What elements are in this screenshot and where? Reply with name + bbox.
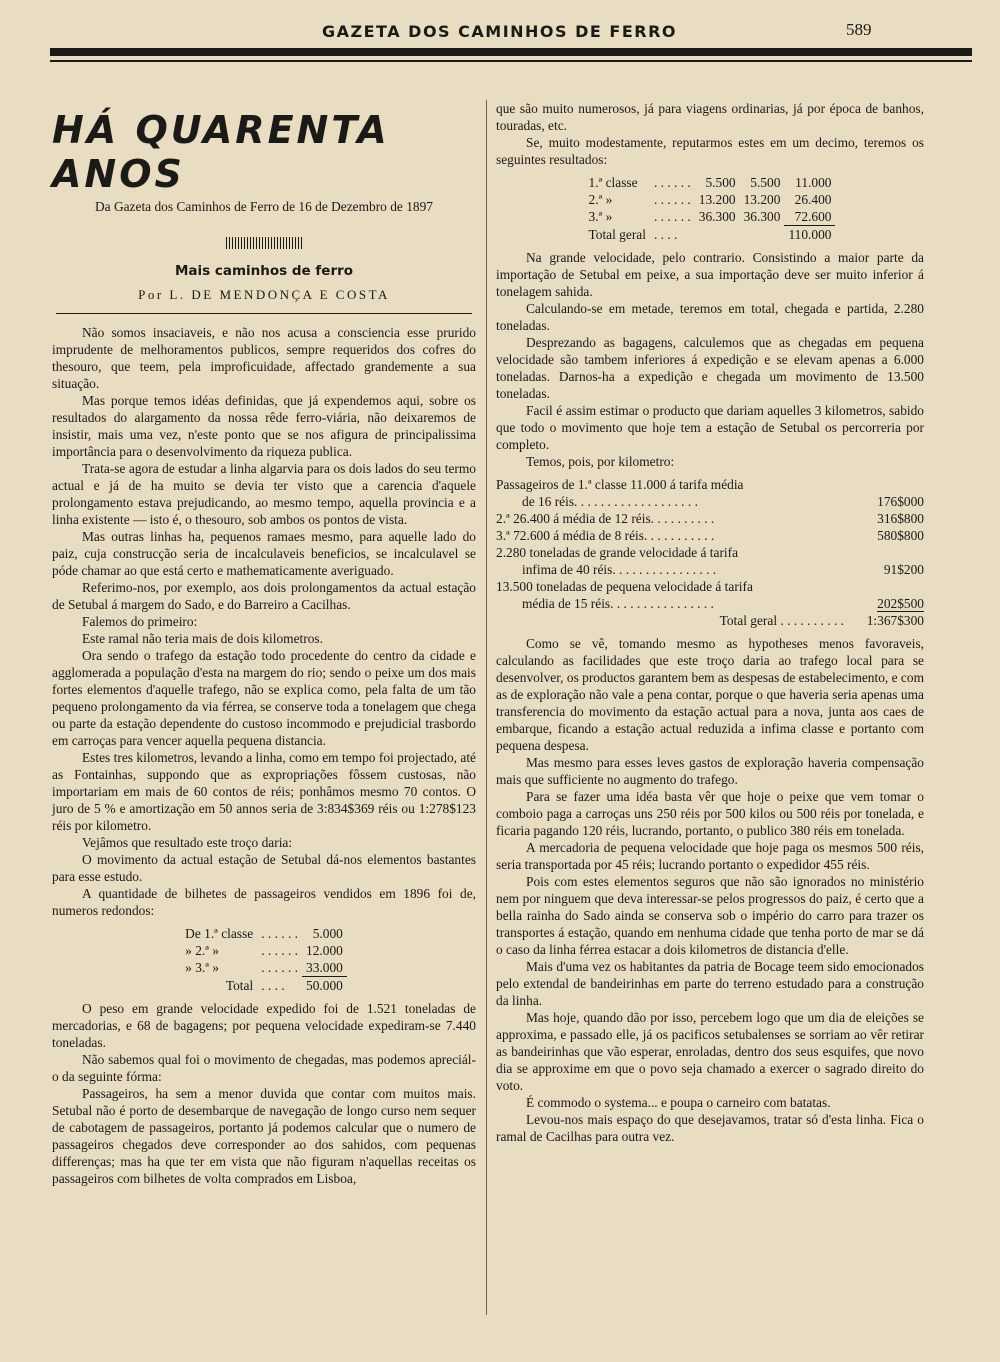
tickets-table bbox=[181, 925, 347, 994]
paragraph: Não sabemos qual foi o movimento de chegadas, mas podemos apreciál-o da seguinte fórma: bbox=[52, 1052, 476, 1084]
row-amount: 316$800 bbox=[877, 511, 924, 526]
paragraph: Ora sendo o trafego da estação todo procedente do centro da cidade e agglomerada a população d'esta na margem do rio; sendo o peixe um dos mais fortes elementos d'aquelle trafego, não se explica como, pela falta de um tão pequeno prolongamento da via férrea, se conserve toda a tonelagem que chega ou parte da estação dependente do custoso incommodo e prejudicial trasbordo em carroças para vencer aquella pequena distancia. bbox=[52, 648, 476, 748]
row-label: 3.ª » bbox=[588, 209, 613, 225]
tariff-table bbox=[496, 476, 924, 629]
row-amount: 1:367$300 bbox=[866, 613, 924, 628]
table-row bbox=[585, 191, 836, 208]
row-line: média de 15 réis. . . . . . . . . . . . . . . . bbox=[522, 596, 714, 611]
paragraph: Facil é assim estimar o producto que dariam aquelles 3 kilometros, sabido que todo o movimento que hoje tem a estação de Setubal os percorreria por completo. bbox=[496, 403, 924, 452]
paragraph: O movimento da actual estação de Setubal dá-nos elementos bastantes para esse estudo. bbox=[52, 852, 476, 884]
row-dots: . . . . . . bbox=[653, 175, 691, 190]
row-value: 12.000 bbox=[306, 943, 343, 958]
row-value-c: 72.600 bbox=[784, 208, 835, 226]
row-dots: . . . . . . bbox=[261, 943, 299, 958]
table-row bbox=[181, 925, 347, 942]
row-amount bbox=[854, 578, 924, 612]
table-row bbox=[496, 527, 924, 544]
table-row bbox=[496, 510, 924, 527]
header-rule-thin bbox=[50, 60, 972, 62]
table-total-row bbox=[585, 226, 836, 244]
paragraph: Mais d'uma vez os habitantes da patria de Bocage teem sido emocionados pelo extendal de bandeirinhas em parte do terreno estudado para a construção da linha. bbox=[496, 959, 924, 1008]
row-value-c: 110.000 bbox=[788, 227, 832, 242]
row-value-a bbox=[695, 226, 740, 244]
paragraph: Falemos do primeiro: bbox=[82, 614, 198, 629]
row-line: Passageiros de 1.ª classe 11.000 á tarifa média bbox=[496, 477, 744, 492]
row-value-b: 13.200 bbox=[743, 192, 781, 207]
left-body-2 bbox=[52, 1000, 476, 1187]
paragraph: Calculando-se em metade, teremos em total, chegada e partida, 2.280 toneladas. bbox=[496, 301, 924, 333]
table-row bbox=[496, 544, 924, 578]
row-value-c: 11.000 bbox=[795, 175, 832, 190]
section-title: HÁ QUARENTA ANOS bbox=[52, 108, 390, 196]
paragraph: A quantidade de bilhetes de passageiros vendidos em 1896 foi de, numeros redondos: bbox=[52, 886, 476, 918]
paragraph: Se, muito modestamente, reputarmos estes em um decimo, teremos os seguintes resultados: bbox=[496, 135, 924, 167]
paragraph: Passageiros, ha sem a menor duvida que contar com muitos mais. Setubal não é porto de desembarque de navegação de longo curso nem sequer de cabotagem de passageiros, portanto já podemos calcular que o numero de passageiros chegados deve corresponder ao dos sahidos, com pequenas differenças; mas ha que ter em vista que não figuram n'aquellas receitas os passageiros com bilhetes de volta comprados em Lisboa, bbox=[52, 1086, 476, 1186]
row-line: de 16 réis. . . . . . . . . . . . . . . . . . . bbox=[522, 494, 698, 509]
row-dots: . . . . . . bbox=[261, 926, 299, 941]
left-body-1 bbox=[52, 324, 476, 919]
row-label: » 2.ª » bbox=[185, 943, 219, 958]
row-value-a: 13.200 bbox=[698, 192, 736, 207]
page-number: 589 bbox=[846, 20, 872, 39]
right-body-1 bbox=[496, 249, 924, 470]
paragraph: Temos, pois, por kilometro: bbox=[526, 454, 675, 469]
paragraph: Mas porque temos idéas definidas, que já expendemos aqui, sobre os resultados do alargamento da nossa rêde ferro-viária, não deixaremos de insistir, mais uma vez, n'este ponto que se nos afigura de principalissima importância para o desenvolvimento da riqueza publica. bbox=[52, 393, 476, 459]
row-dots: . . . . . . bbox=[653, 192, 691, 207]
table-row bbox=[181, 942, 347, 959]
paragraph: Estes tres kilometros, levando a linha, como em tempo foi projectado, até as Fontainhas, suppondo que as expropriações fôssem custosas, não importariam em mais de 60 contos de réis; ponhâmos mesmo 70 contos. O juro de 5 % e amortização em 50 annos seria de 3:834$369 réis ou 1:278$123 réis por kilometro. bbox=[52, 750, 476, 833]
paragraph: Pois com estes elementos seguros que não são ignorados no ministério nem por ninguem que deva interessar-se pelos progressos do paiz, é certo que a bella rainha do Sado ainda se conserva sob o império do carro para trazer os transportes á estação, quando em nenhuma cidade que tenha porto de mar se dá o caso da linha férrea estacar a dois kilometros de distancia d'elle. bbox=[496, 874, 924, 957]
row-label bbox=[496, 476, 854, 510]
header-rule-thick bbox=[50, 48, 972, 56]
ornament-divider bbox=[226, 237, 302, 249]
row-line: 13.500 toneladas de pequena velocidade á tarifa bbox=[496, 579, 753, 594]
left-column bbox=[52, 100, 476, 1187]
paragraph: Para se fazer uma idéa basta vêr que hoje o peixe que vem tomar o comboio paga a carroças uns 250 réis por 500 kilos ou 500 réis por tonelada, e ficaria pagando 120 réis, lucrando, portanto, o publico 380 réis em tonelada. bbox=[496, 789, 924, 838]
table-row bbox=[585, 174, 836, 191]
row-dots: . . . . bbox=[261, 977, 285, 993]
paragraph: que são muito numerosos, já para viagens ordinarias, já por época de banhos, touradas, etc. bbox=[496, 101, 924, 133]
source-line: Da Gazeta dos Caminhos de Ferro de 16 de Dezembro de 1897 bbox=[94, 199, 433, 214]
row-amount-value: 202$500 bbox=[877, 596, 924, 611]
running-title: GAZETA DOS CAMINHOS DE FERRO bbox=[322, 22, 678, 41]
row-dots: . . . . . . bbox=[261, 960, 299, 976]
row-label bbox=[496, 544, 854, 578]
row-value-c: 26.400 bbox=[794, 192, 832, 207]
table-row bbox=[496, 476, 924, 510]
paragraph: Levou-nos mais espaço do que desejavamos, tratar só d'esta linha. Fica o ramal de Cacilhas para outra vez. bbox=[496, 1112, 924, 1144]
row-line: 3.ª 72.600 á média de 8 réis. . . . . . . . . . . bbox=[496, 528, 715, 543]
paragraph: É commodo o systema... e poupa o carneiro com batatas. bbox=[526, 1095, 831, 1110]
row-value: 5.000 bbox=[312, 926, 343, 941]
byline: Por L. DE MENDONÇA E COSTA bbox=[138, 287, 390, 302]
row-value: 33.000 bbox=[302, 959, 347, 977]
row-label: » 3.ª » bbox=[185, 960, 219, 976]
row-dots: . . . . . . bbox=[653, 209, 691, 225]
row-label bbox=[496, 527, 854, 544]
table-row bbox=[585, 208, 836, 226]
row-dots: . . . . bbox=[653, 226, 678, 242]
paragraph: Mas mesmo para esses leves gastos de exploração haveria compensação mais que sufficiente no augmento do trafego. bbox=[496, 755, 924, 787]
paragraph: Na grande velocidade, pelo contrario. Consistindo a maior parte da importação de Setubal em peixe, a sua importação deve ser muito inferior á tonelagem sahida. bbox=[496, 250, 924, 299]
row-label: 2.ª » bbox=[588, 192, 613, 207]
row-value-b: 5.500 bbox=[750, 175, 781, 190]
row-value-a: 36.300 bbox=[698, 209, 736, 225]
paragraph: Este ramal não teria mais de dois kilometros. bbox=[82, 631, 323, 646]
article-title: Mais caminhos de ferro bbox=[174, 263, 354, 279]
paragraph: Mas outras linhas ha, pequenos ramaes mesmo, para aquelle lado do paiz, cuja construcção seria de incalculaveis beneficios, se incalculavel se póde chamar ao que está certo e mathematicamente averiguado. bbox=[52, 529, 476, 578]
row-label bbox=[496, 578, 854, 612]
paragraph: Mas hoje, quando dão por isso, percebem logo que um dia de eleições se approxima, e passado elle, já os pacificos setubalenses se sorriam ao vêr retirar as bandeirinhas que vão esperar, enroladas, dentro dos seus esquifes, que novo dia se approxime em que o povo seja chamado a exercer o sagrado direito do voto. bbox=[496, 1010, 924, 1093]
row-line: 2.ª 26.400 á média de 12 réis. . . . . . . . . . bbox=[496, 511, 715, 526]
paragraph: Trata-se agora de estudar a linha algarvia para os dois lados do seu termo actual e já de ha muito se devia ter visto que a carencia d'aquele prolongamento estava prejudicando, ao mesmo tempo, aquella provincia e a linha existente — isto é, o thesouro, sob ambos os pontos de vista. bbox=[52, 461, 476, 527]
row-amount: 91$200 bbox=[883, 562, 924, 577]
row-label bbox=[496, 510, 854, 527]
row-line: infima de 40 réis. . . . . . . . . . . . . . . . bbox=[522, 562, 717, 577]
row-label: Total bbox=[225, 977, 254, 993]
row-label: De 1.ª classe bbox=[185, 926, 254, 941]
table-row bbox=[181, 959, 347, 977]
paragraph: Não somos insaciaveis, e não nos acusa a consciencia esse prurido imprudente de melhoramentos publicos, sempre requeridos dos cofres do thesouro, que teem, pela improficuidade, affectado grandemente a sua situação. bbox=[52, 325, 476, 391]
paragraph: Vejâmos que resultado este troço daria: bbox=[82, 835, 293, 850]
row-label: Total geral bbox=[588, 226, 646, 242]
column-divider bbox=[486, 100, 487, 1315]
table-total-row bbox=[496, 612, 924, 629]
row-label: 1.ª classe bbox=[588, 175, 638, 190]
table-row bbox=[496, 578, 924, 612]
right-body-2 bbox=[496, 635, 924, 1145]
row-value: 50.000 bbox=[306, 978, 343, 993]
row-value-b bbox=[740, 226, 785, 244]
classes-table bbox=[585, 174, 836, 243]
row-label bbox=[496, 612, 854, 629]
paragraph: A mercadoria de pequena velocidade que hoje paga os mesmos 500 réis, seria transportada por 45 réis; lucrando portanto o expedidor 455 réis. bbox=[496, 840, 924, 872]
row-value-a: 5.500 bbox=[705, 175, 736, 190]
row-amount: 176$000 bbox=[877, 494, 924, 509]
paragraph: Desprezando as bagagens, calculemos que as chegadas em pequena velocidade são tambem inferiores á expedição e se elevam apenas a 6.000 toneladas. Darnos-ha a expedição e chegada um movimento de 13.500 toneladas. bbox=[496, 335, 924, 401]
byline-rule bbox=[56, 313, 472, 314]
row-value-b: 36.300 bbox=[743, 209, 781, 225]
paragraph: Referimo-nos, por exemplo, aos dois prolongamentos da actual estação de Setubal á margem do Sado, e do Barreiro a Cacilhas. bbox=[52, 580, 476, 612]
right-column bbox=[496, 100, 924, 1145]
table-total-row bbox=[181, 977, 347, 995]
row-line: Total geral . . . . . . . . . . bbox=[719, 613, 844, 628]
row-line: 2.280 toneladas de grande velocidade á tarifa bbox=[496, 545, 739, 560]
row-amount: 580$800 bbox=[877, 528, 924, 543]
paragraph: O peso em grande velocidade expedido foi de 1.521 toneladas de mercadorias, e 68 de bagagens; por pequena velocidade expediram-se 7.440 toneladas. bbox=[52, 1001, 476, 1050]
paragraph: Como se vê, tomando mesmo as hypotheses menos favoraveis, calculando as facilidades que este troço daria ao trafego local para se desenvolver, os productos garantem bem as despesas de estabelecimento, e com as de exploração não vale a pena contar, porque o que haveria seria apenas uma transferencia do movimento da estação actual para a nova, junta aos caes de embarque, ficando a estação actual reduzida a infima classe e portanto com pequena despesa. bbox=[496, 636, 924, 753]
